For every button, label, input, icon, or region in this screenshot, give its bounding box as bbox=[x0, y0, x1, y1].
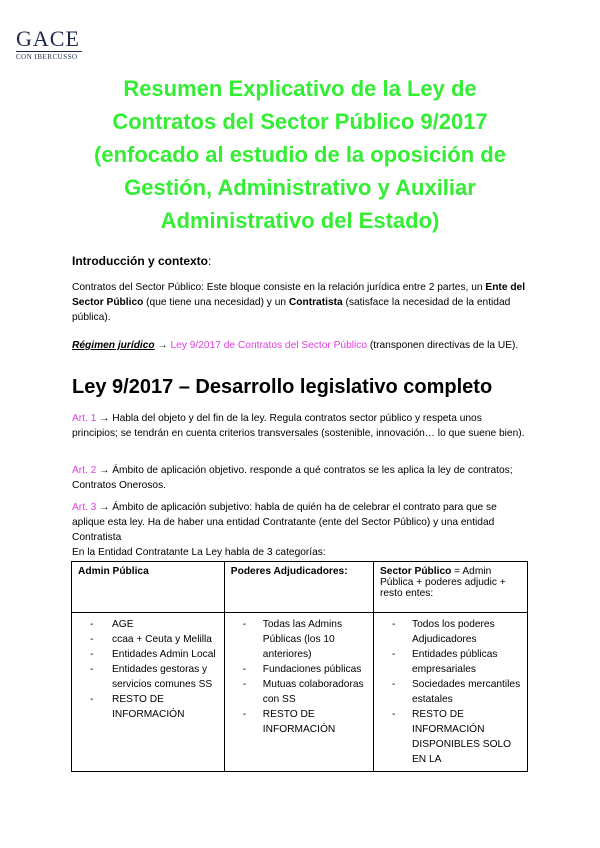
section-heading-ley: Ley 9/2017 – Desarrollo legislativo completo bbox=[72, 376, 493, 398]
logo-sub-text: CON IBERCUSSO bbox=[16, 51, 82, 61]
art3-label: Art. 3 bbox=[72, 502, 97, 513]
intro-heading-colon: : bbox=[208, 254, 212, 268]
art1-text: → Habla del objeto y del fin de la ley. Regula contratos sector público y respeta unos principios; se tendrán en cuenta criterios transversales (sostenible, innovación… lo que suene bien). bbox=[72, 413, 525, 439]
art3-text: → Ámbito de aplicación subjetivo: habla de quién ha de celebrar el contrato para que se aplique esta ley. Ha de haber una entidad Contratante (ente del Sector Público) y una entidad Contratista bbox=[72, 502, 497, 543]
art3-paragraph bbox=[72, 500, 528, 545]
col2-header-text: Poderes Adjudicadores: bbox=[230, 566, 348, 577]
list-item: - Sociedades mercantiles estatales bbox=[378, 677, 523, 707]
intro-p1-c: (que tiene una necesidad) y un bbox=[143, 297, 289, 308]
art2-paragraph bbox=[72, 463, 528, 493]
col2-header bbox=[224, 562, 373, 613]
col1-cell bbox=[72, 613, 225, 772]
intro-heading bbox=[72, 254, 211, 268]
regimen-label: Régimen jurídico bbox=[72, 340, 155, 351]
list-item: - Entidades Admin Local bbox=[76, 647, 220, 662]
ley-link[interactable]: Ley 9/2017 de Contratos del Sector Público bbox=[170, 340, 368, 351]
document-title: Resumen Explicativo de la Ley de Contratos del Sector Público 9/2017 (enfocado al estudio de la oposición de Gestión, Administrativo y Auxiliar Administrativo del Estado) bbox=[94, 76, 506, 233]
logo-main-text: GACE bbox=[16, 26, 80, 51]
col2-cell bbox=[224, 613, 373, 772]
col3-cell bbox=[374, 613, 528, 772]
list-item: - RESTO DE INFORMACIÓN bbox=[229, 707, 369, 737]
table-intro: En la Entidad Contratante La Ley habla de 3 categorías: bbox=[72, 547, 326, 558]
col1-header bbox=[72, 562, 225, 613]
table-header-row bbox=[72, 562, 528, 613]
art1-label: Art. 1 bbox=[72, 413, 97, 424]
table-row bbox=[72, 613, 528, 772]
list-item: - Todas las Admins Públicas (los 10 anteriores) bbox=[229, 617, 369, 662]
col3-header-rest: = Admin Pública + poderes adjudic + resto entes: bbox=[380, 566, 506, 599]
intro-p1-d: Contratista bbox=[288, 297, 343, 308]
intro-p1-b: Ente del Sector Público bbox=[72, 282, 526, 308]
list-item: - ccaa + Ceuta y Melilla bbox=[76, 632, 220, 647]
col1-header-text: Admin Pública bbox=[78, 566, 149, 577]
list-item: - RESTO DE INFORMACIÓN DISPONIBLES SOLO EN LA bbox=[378, 707, 523, 767]
intro-paragraph bbox=[72, 280, 528, 325]
art1-paragraph bbox=[72, 411, 528, 441]
art2-text: → Ámbito de aplicación objetivo. responde a qué contratos se les aplica la ley de contratos; Contratos Onerosos. bbox=[72, 465, 513, 491]
list-item: - Entidades gestoras y servicios comunes SS bbox=[76, 662, 220, 692]
art2-label: Art. 2 bbox=[72, 465, 97, 476]
regimen-arrow: → bbox=[154, 340, 171, 351]
list-item: - Entidades públicas empresariales bbox=[378, 647, 523, 677]
list-item: - Fundaciones públicas bbox=[229, 662, 369, 677]
gace-logo bbox=[16, 28, 82, 61]
intro-p1-a: Contratos del Sector Público: Este bloque consiste en la relación jurídica entre 2 partes, un bbox=[72, 282, 486, 293]
list-item: - Todos los poderes Adjudicadores bbox=[378, 617, 523, 647]
intro-heading-text: Introducción y contexto bbox=[72, 254, 209, 268]
col3-header bbox=[374, 562, 528, 613]
intro-p1-e: (satisface la necesidad de la entidad pública). bbox=[72, 297, 511, 323]
categories-table bbox=[71, 561, 528, 772]
regimen-rest: (transponen directivas de la UE). bbox=[367, 340, 519, 351]
regimen-paragraph bbox=[72, 338, 528, 353]
list-item: - Mutuas colaboradoras con SS bbox=[229, 677, 369, 707]
col3-header-bold: Sector Público bbox=[380, 566, 452, 577]
list-item: - AGE bbox=[76, 617, 220, 632]
list-item: - RESTO DE INFORMACIÓN bbox=[76, 692, 220, 722]
